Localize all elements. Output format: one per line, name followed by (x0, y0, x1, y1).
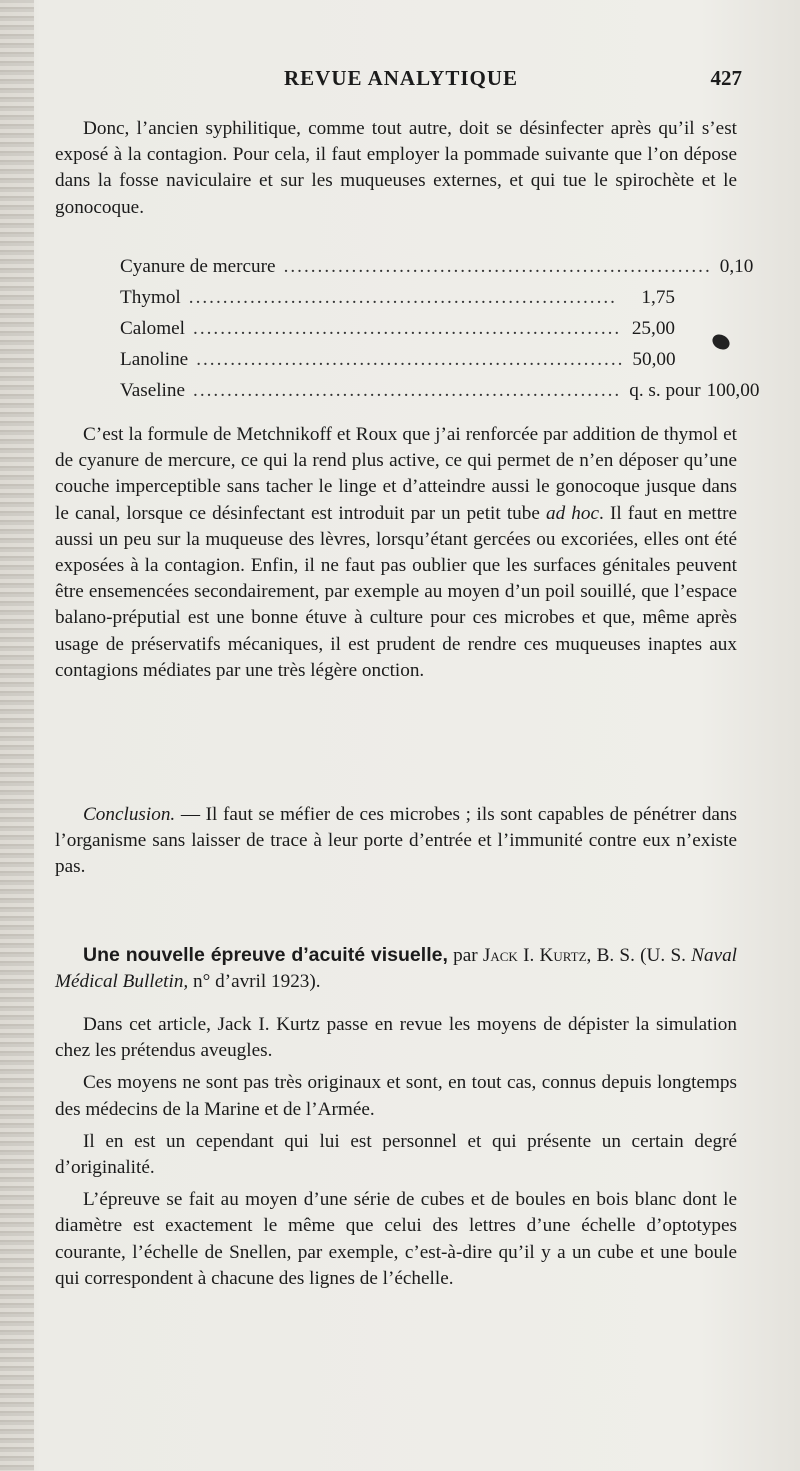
recipe-row (120, 256, 754, 287)
article-heading (55, 942, 737, 995)
leader-dots: ............................................................... (193, 318, 622, 339)
book-spine-shadow (0, 0, 34, 1471)
intro-paragraph-block (55, 116, 737, 221)
recipe-amount: 25,00 (631, 318, 675, 339)
article-heading-block (55, 942, 737, 995)
leader-dots: ............................................................... (196, 349, 625, 370)
conclusion-paragraph (55, 802, 737, 881)
recipe-ingredient: Thymol (120, 287, 181, 308)
recipe-amount: 1,75 (641, 287, 675, 308)
article-paragraph: Dans cet article, Jack I. Kurtz passe en revue les moyens de dépister la simulation chez les prétendus aveugles. (55, 1014, 737, 1062)
article-paragraph: Il en est un cependant qui lui est personnel et qui présente un certain degré d’originalité. (55, 1130, 737, 1179)
formula-paragraph: C’est la formule de Metchnikoff et Roux que j’ai renforcée par addition de thymol et de cyanure de mercure, ce qui la rend plus active, ce qui permet de n’en déposer qu’une couche imperceptible sans tacher le linge et d’atteindre aussi le gonocoque jusque dans le canal, lorsque ce désinfectant est introduit par un petit tube ad hoc. Il faut en mettre aussi un peu sur la muqueuse des lèvres, lorsqu’étant gercées ou excoriées, elles ont été exposées à la contagion. Enfin, il ne faut pas oublier que les surfaces génitales peuvent être ensemencées secondairement, par exemple au moyen d’un poil souillé, que l’espace balano-préputial est une bonne étuve à culture pour ces microbes et que, même après usage de préservatifs mécaniques, il est prudent de rendre ces muqueuses inaptes aux contagions médiates par une très légère onction. (55, 424, 737, 681)
leader-dots: ............................................................... (188, 287, 617, 308)
recipe-ingredient: Calomel (120, 318, 186, 339)
recipe-ingredient: Lanoline (120, 349, 189, 370)
recipe-row (120, 380, 760, 411)
intro-paragraph: Donc, l’ancien syphilitique, comme tout autre, doit se désinfecter après qu’il s’est exposé à la contagion. Pour cela, il faut employer la pommade suivante que l’on dépose dans la fosse naviculaire et sur les muqueuses externes, et qui tue le spirochète et le gonocoque. (55, 118, 737, 218)
conclusion-label: Conclusion. (83, 804, 176, 825)
journal-name: Naval Médical Bulletin, (55, 945, 738, 993)
article-credentials: , B. S. (U. S. (586, 945, 692, 966)
conclusion-block (55, 802, 737, 881)
page-number: 427 (710, 66, 742, 90)
article-paragraph: Ces moyens ne sont pas très originaux et sont, en tout cas, connus depuis longtemps des médecins de la Marine et de l’Armée. (55, 1072, 737, 1120)
article-paragraph: L’épreuve se fait au moyen d’une série de cubes et de boules en bois blanc dont le diamètre est exactement le même que celui des lettres d’une échelle d’optotypes courante, l’échelle de Snellen, par exemple, c’est-à-dire qu’il y a un cube et une boule qui correspondent à chacune des lignes de l’échelle. (55, 1189, 737, 1289)
recipe-ingredient: Cyanure de mercure (120, 256, 276, 277)
page-header (60, 66, 742, 96)
recipe-amount: 100,00 (706, 380, 760, 401)
recipe-table (120, 256, 760, 411)
leader-dots: ............................................................... (193, 380, 622, 401)
article-body (55, 1012, 737, 1292)
recipe-qs-note: q. s. pour (629, 380, 701, 401)
recipe-amount: 50,00 (632, 349, 676, 370)
running-title: REVUE ANALYTIQUE (283, 66, 519, 90)
recipe-amount: 0,10 (719, 256, 754, 277)
article-title: Une nouvelle épreuve d’acuité visuelle, (83, 944, 448, 966)
ad-hoc-term: ad hoc (545, 502, 600, 524)
article-by: par (447, 945, 483, 966)
leader-dots: ............................................................... (283, 256, 712, 277)
formula-paragraph-block (55, 422, 737, 684)
recipe-row (120, 318, 675, 349)
recipe-row (120, 287, 675, 318)
recipe-row (120, 349, 675, 380)
conclusion-text: — Il faut se méfier de ces microbes ; ils sont capables de pénétrer dans l’organisme sans laisser de trace à leur porte d’entrée et l’immunité contre eux n’existe pas. (55, 804, 737, 878)
ink-speck (710, 331, 733, 352)
article-author: Jack I. Kurtz (482, 945, 587, 966)
journal-issue: n° d’avril 1923). (188, 971, 321, 993)
recipe-ingredient: Vaseline (120, 380, 186, 401)
